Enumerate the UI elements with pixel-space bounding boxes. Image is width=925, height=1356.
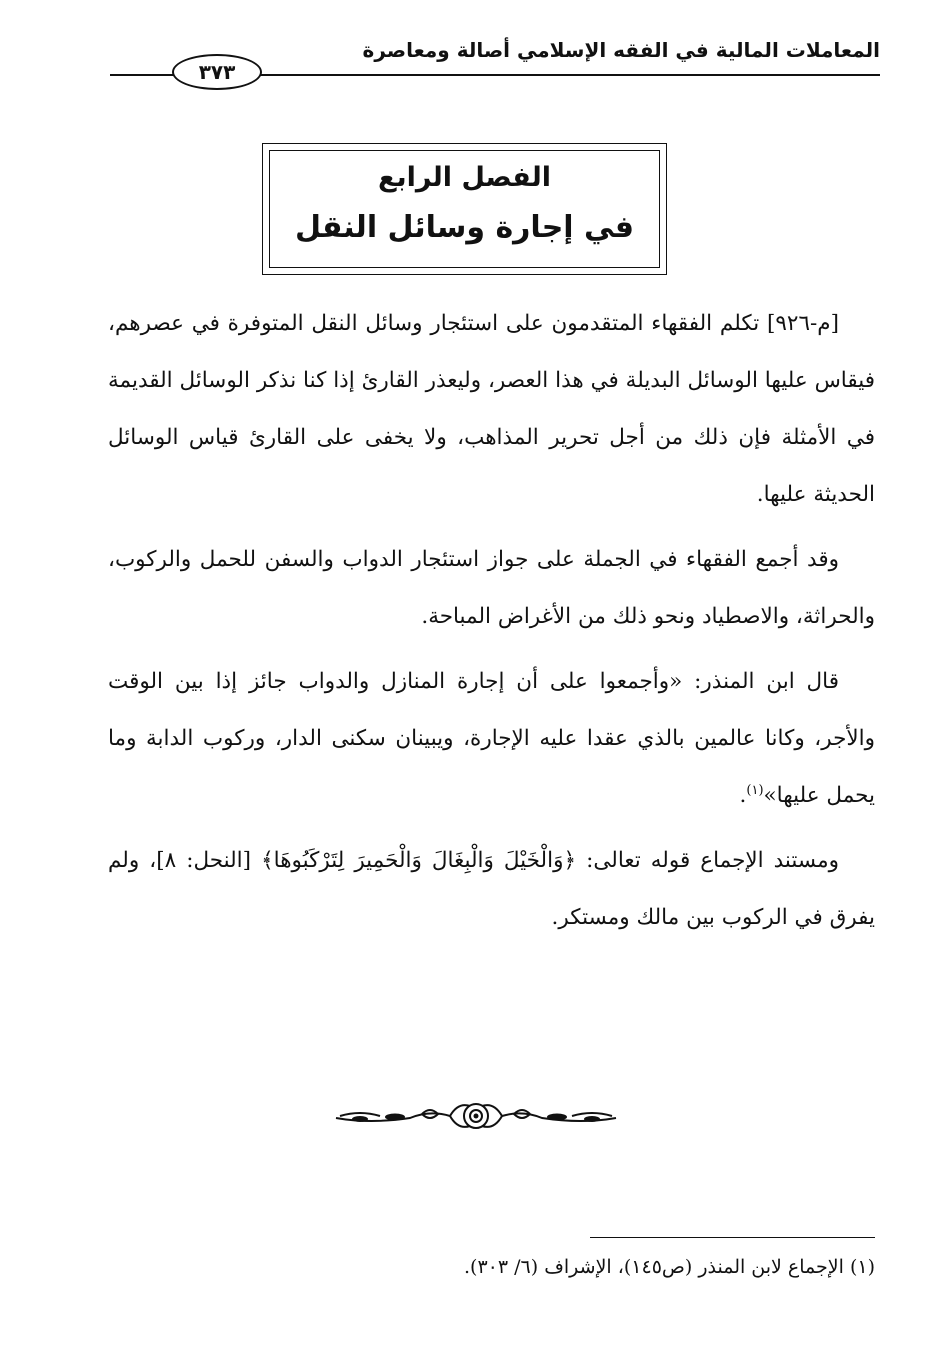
page-number: ٣٧٣	[172, 54, 262, 90]
paragraph-3-end: .	[739, 783, 747, 808]
page-header	[110, 38, 880, 84]
floral-divider-icon	[330, 1096, 622, 1136]
footnote-1: (١) الإجماع لابن المنذر (ص١٤٥)، الإشراف (٦/ ٣٠٣).	[464, 1256, 875, 1278]
paragraph-3	[108, 653, 875, 824]
quran-verse: ﴿وَالْخَيْلَ وَالْبِغَالَ وَالْحَمِيرَ لِتَرْكَبُوهَا﴾	[261, 848, 577, 873]
paragraph-4	[108, 832, 875, 946]
footnote-rule	[590, 1237, 875, 1238]
paragraph-1: [م-٩٢٦] تكلم الفقهاء المتقدمون على استئجار وسائل النقل المتوفرة في عصرهم، فيقاس عليها الوسائل البديلة في هذا العصر، وليعذر القارئ إذا كنا نذكر الوسائل القديمة في الأمثلة فإن ذلك من أجل تحرير المذاهب، ولا يخفى على القارئ قياس الوسائل الحديثة عليها.	[108, 311, 875, 507]
body-text	[108, 295, 875, 954]
paragraph-3-text: قال ابن المنذر: «وأجمعوا على أن إجارة المنازل والدواب جائز إذا بين الوقت والأجر، وكانا عالمين بالذي عقدا عليه الإجارة، ويبينان سكنى الدار، وركوب الدابة وما يحمل عليها»	[108, 669, 875, 808]
chapter-title-box	[262, 143, 667, 275]
running-title: المعاملات المالية في الفقه الإسلامي أصالة ومعاصرة	[362, 38, 880, 62]
footnote-marker[interactable]: (١)	[746, 782, 764, 798]
paragraph-2: وقد أجمع الفقهاء في الجملة على جواز استئجار الدواب والسفن للحمل والركوب، والحراثة، والاصطياد ونحو ذلك من الأغراض المباحة.	[108, 547, 875, 629]
paragraph-4-reference: [النحل: ٨]، ولم يفرق في الركوب بين مالك ومستكر.	[108, 848, 875, 930]
chapter-title: في إجارة وسائل النقل	[294, 210, 635, 245]
chapter-number: الفصل الرابع	[378, 162, 551, 193]
paragraph-4-intro: ومستند الإجماع قوله تعالى:	[576, 848, 839, 873]
